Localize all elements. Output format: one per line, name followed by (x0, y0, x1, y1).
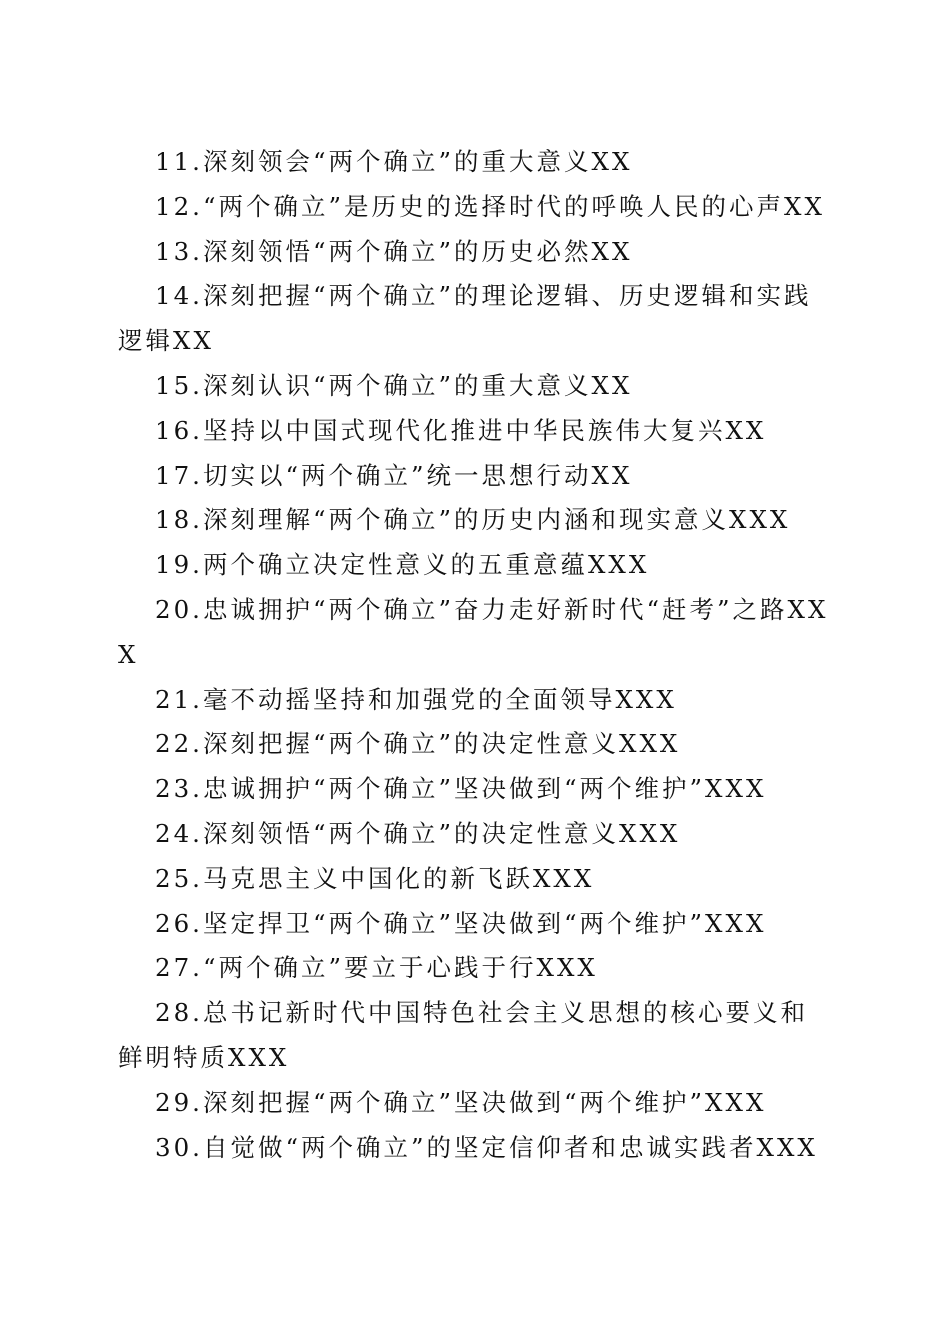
list-item: 14.深刻把握“两个确立”的理论逻辑、历史逻辑和实践逻辑XX (118, 281, 812, 356)
list-item: 12.“两个确立”是历史的选择时代的呼唤人民的心声XX (155, 191, 825, 221)
list-item: 23.忠诚拥护“两个确立”坚决做到“两个维护”XXX (155, 774, 767, 804)
list-item: 13.深刻领悟“两个确立”的历史必然XX (155, 236, 633, 266)
list-item: 26.坚定捍卫“两个确立”坚决做到“两个维护”XXX (155, 908, 767, 938)
list-item: 27.“两个确立”要立于心践于行XXX (155, 953, 598, 983)
list-item: 17.切实以“两个确立”统一思想行动XX (155, 460, 633, 490)
list-item: 20.忠诚拥护“两个确立”奋力走好新时代“赶考”之路XXX (118, 594, 829, 669)
list-item: 11.深刻领会“两个确立”的重大意义XX (155, 147, 633, 176)
list-item: 21.毫不动摇坚持和加强党的全面领导XXX (155, 684, 677, 714)
list-item: 25.马克思主义中国化的新飞跃XXX (155, 863, 595, 893)
list-item: 22.深刻把握“两个确立”的决定性意义XXX (155, 729, 681, 759)
list-item: 19.两个确立决定性意义的五重意蕴XXX (155, 550, 650, 580)
list-item: 18.深刻理解“两个确立”的历史内涵和现实意义XXX (155, 505, 791, 535)
list-item: 15.深刻认识“两个确立”的重大意义XX (155, 370, 633, 400)
list-item: 29.深刻把握“两个确立”坚决做到“两个维护”XXX (155, 1087, 767, 1117)
list-item: 24.深刻领悟“两个确立”的决定性意义XXX (155, 818, 681, 848)
list-item: 16.坚持以中国式现代化推进中华民族伟大复兴XX (155, 415, 767, 445)
list-item: 28.总书记新时代中国特色社会主义思想的核心要义和鲜明特质XXX (118, 998, 808, 1072)
title-list (118, 140, 830, 1170)
list-item: 30.自觉做“两个确立”的坚定信仰者和忠诚实践者XXX (155, 1132, 818, 1162)
